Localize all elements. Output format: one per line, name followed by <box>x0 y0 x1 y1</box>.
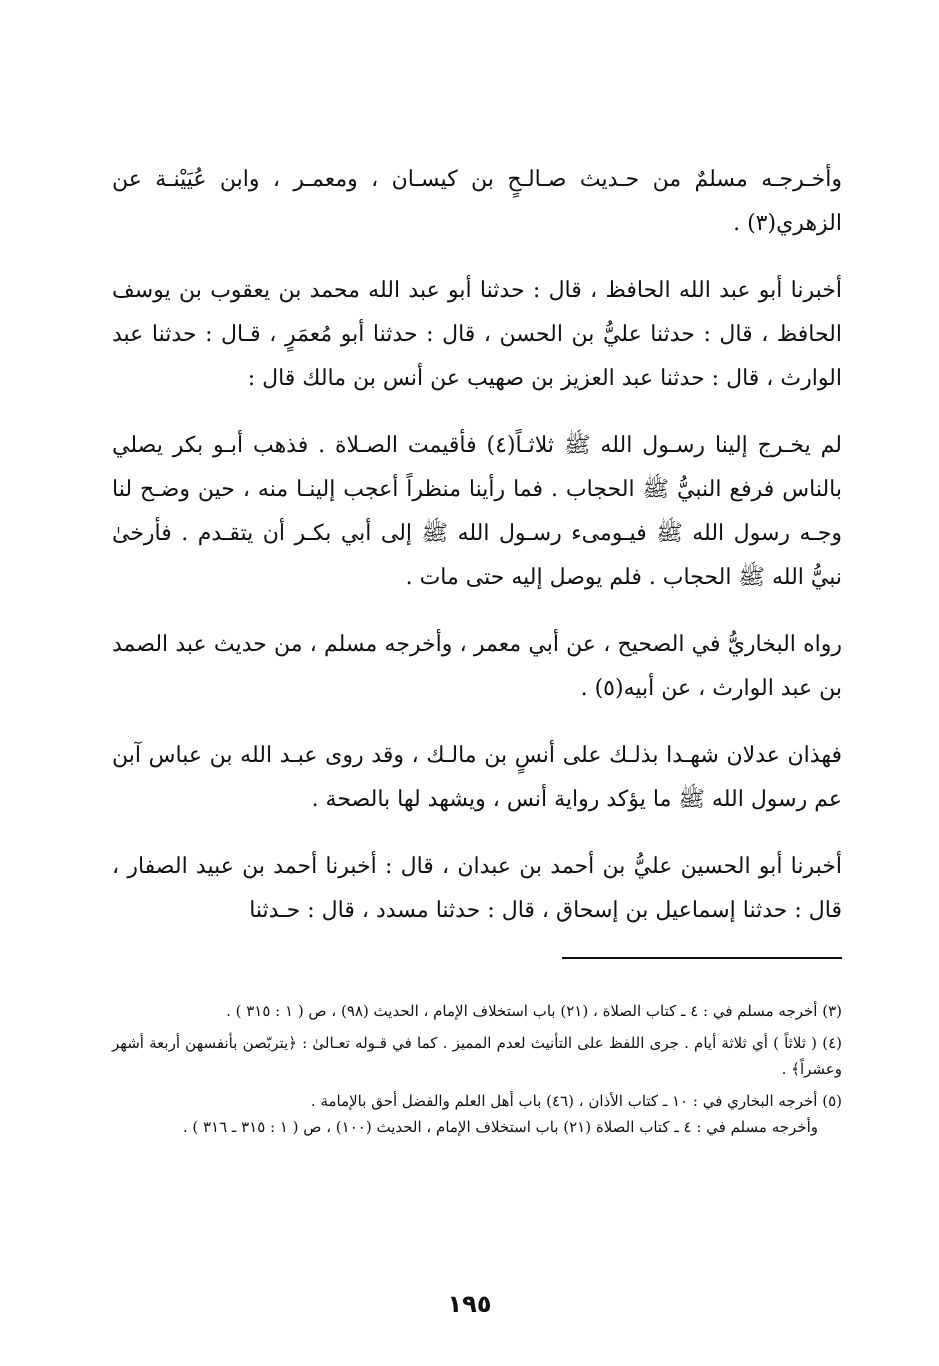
page-number: ١٩٥ <box>447 1290 492 1318</box>
paragraph-1: وأخـرجـه مسلمٌ من حـديث صـالـحٍ بن كيسـان ، ومعمـر ، وابن عُيَيْنـة عن الزهري(٣) . <box>112 167 842 236</box>
paragraph-5: فهذان عدلان شهـدا بذلـك على أنسٍ بن مالـك ، وقد روى عبـد الله بن عباس آبن عم رسول الله ﷺ ما يؤكد رواية أنس ، ويشهد لها بالصحة . <box>112 743 842 812</box>
paragraph-6: أخبرنا أبو الحسين عليُّ بن أحمد بن عبدان ، قال : أخبرنا أحمد بن عبيد الصفار ، قال : حدثنا إسماعيل بن إسحاق ، قال : حدثنا مسدد ، قال : حـدثنا <box>112 854 842 923</box>
paragraph-4: رواه البخاريُّ في الصحيح ، عن أبي معمر ، وأخرجه مسلم ، من حديث عبد الصمد بن عبد الوارث ، عن أبيه(٥) . <box>112 632 842 701</box>
footnote-3: (٣) أخرجه مسلم في : ٤ ـ كتاب الصلاة ، (٢١) باب استخلاف الإمام ، الحديث (٩٨) ، ص ( ١ : ٣١٥ ) . <box>226 1002 842 1020</box>
footnote-5-continuation: وأخرجه مسلم في : ٤ ـ كتاب الصلاة (٢١) باب استخلاف الإمام ، الحديث (١٠٠) ، ص ( ١ : ٣١٥ ـ ٣١٦ ) . <box>182 1118 818 1136</box>
paragraph-3: لم يخـرج إلينا رسـول الله ﷺ ثلاثـاً(٤) فأقيمت الصـلاة . فذهب أبـو بكر يصلي بالناس فرفع النبيُّ ﷺ الحجاب . فما رأينا منظراً أعجب إلينـا منه ، حين وضـح لنا وجـه رسول الله ﷺ فيـومىء رسـول الله ﷺ إلى أبي بكـر أن يتقـدم . فأرخىٰ نبيُّ الله ﷺ الحجاب . فلم يوصل إليه حتى مات . <box>112 433 843 590</box>
footnote-divider <box>562 957 842 959</box>
footnotes <box>112 998 842 1146</box>
footnote-4: (٤) ( ثلاثاً ) أي ثلاثة أيام . جرى اللفظ على التأنيث لعدم المميز . كما في قـوله تعـالىٰ : ﴿يتربّصن بأنفسهن أربعة أشهر وعشراً﴾ . <box>112 1034 842 1078</box>
paragraph-2: أخبرنا أبو عبد الله الحافظ ، قال : حدثنا أبو عبد الله محمد بن يعقوب بن يوسف الحافظ ، قال : حدثنا عليُّ بن الحسن ، قال : حدثنا أبو مُعمَرٍ ، قـال : حدثنا عبد الوارث ، قال : حدثنا عبد العزيز بن صهيب عن أنس بن مالك قال : <box>112 278 842 391</box>
footnote-5: (٥) أخرجه البخاري في : ١٠ ـ كتاب الأذان ، (٤٦) باب أهل العلم والفضل أحق بالإمامة . <box>310 1092 842 1110</box>
main-text <box>112 158 842 956</box>
